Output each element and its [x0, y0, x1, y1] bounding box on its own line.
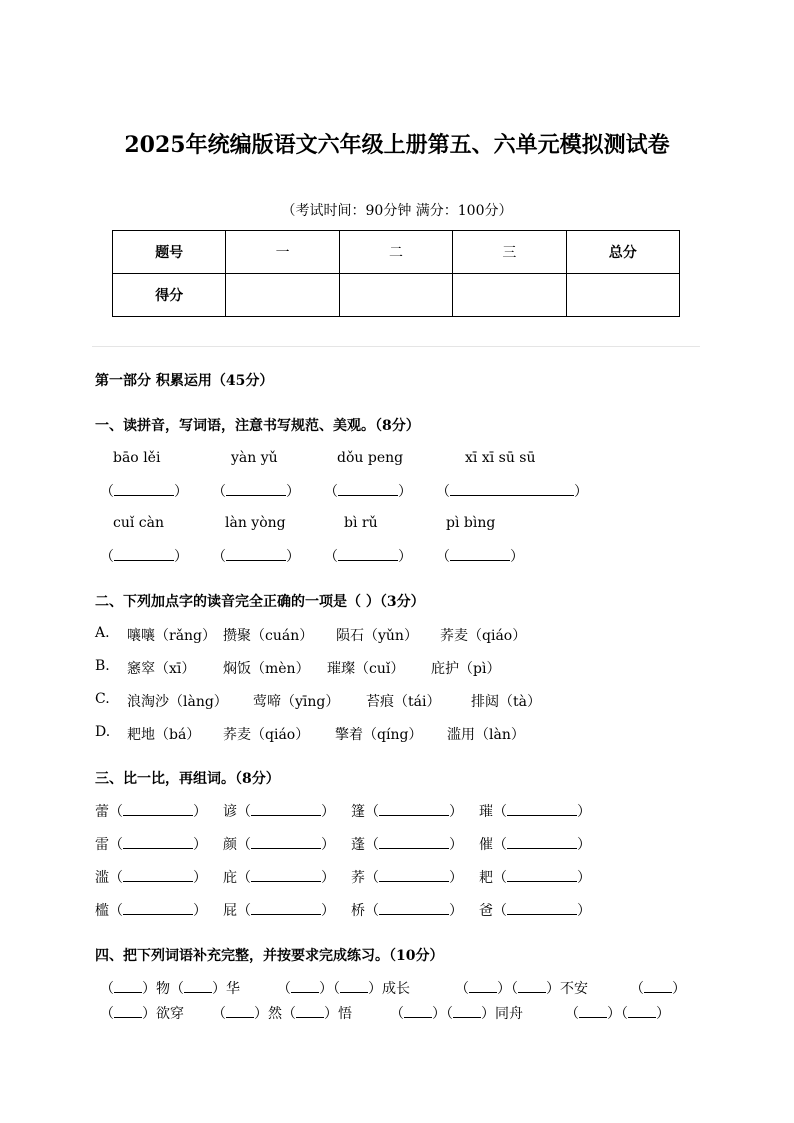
paren: （: [493, 903, 507, 919]
q3-char: 耙: [479, 870, 493, 886]
q1-answer-blank[interactable]: [212, 481, 300, 501]
score-header-cell: 题号: [113, 231, 226, 274]
q4-char: 悟: [338, 1006, 352, 1022]
q1-answer-blank[interactable]: [100, 546, 188, 566]
q4-idiom-row[interactable]: [455, 978, 588, 998]
paren: ）: [672, 981, 686, 997]
paren: （: [436, 484, 450, 500]
q3-heading: 三、比一比，再组词。（8分）: [95, 771, 280, 787]
paren: （: [100, 549, 114, 565]
score-table-header-row: [113, 231, 680, 274]
score-header-cell: 二: [339, 231, 452, 274]
divider: [92, 346, 700, 347]
paren: （: [621, 1006, 628, 1022]
q3-char: 爸: [479, 903, 493, 919]
q1-pinyin: dǒu peng: [337, 450, 404, 466]
q2-option-b[interactable]: [95, 658, 501, 677]
q3-char: 璀: [479, 804, 493, 820]
option-item: 攒聚（cuán）: [223, 628, 314, 644]
paren: （: [436, 549, 450, 565]
option-item: 窸窣（xī）: [127, 661, 196, 677]
q3-char: 蕾: [95, 804, 109, 820]
q3-item[interactable]: [223, 834, 335, 854]
paren: （: [324, 484, 338, 500]
q4-char: 然: [268, 1006, 282, 1022]
paren: ）: [510, 549, 524, 565]
paren: （: [237, 804, 251, 820]
paren: ）: [398, 484, 412, 500]
q3-item[interactable]: [95, 900, 207, 920]
paren: ）: [546, 981, 560, 997]
option-item: 莺啼（yīng）: [253, 694, 340, 710]
paren: （: [333, 981, 340, 997]
q4-idiom-row[interactable]: [277, 978, 410, 998]
score-table: [112, 230, 680, 317]
paren: ）: [321, 837, 335, 853]
q3-item[interactable]: [479, 867, 591, 887]
paren: ）: [321, 804, 335, 820]
q3-item[interactable]: [95, 801, 207, 821]
paren: （: [493, 804, 507, 820]
q3-item[interactable]: [479, 801, 591, 821]
option-item: 苔痕（tái）: [366, 694, 441, 710]
paren: （: [365, 837, 379, 853]
paren: ）: [193, 903, 207, 919]
paren: ）: [174, 484, 188, 500]
q4-idiom-row[interactable]: [100, 1003, 184, 1023]
q4-char: 同舟: [495, 1006, 523, 1022]
q2-option-c[interactable]: [95, 691, 541, 710]
paren: （: [237, 903, 251, 919]
q4-idiom-row[interactable]: [390, 1003, 523, 1023]
paren: ）: [368, 981, 382, 997]
paren: ）: [174, 549, 188, 565]
paren: （: [565, 1006, 579, 1022]
option-label: D.: [95, 724, 111, 740]
paren: （: [100, 981, 114, 997]
paren: ）: [212, 981, 226, 997]
exam-info: （考试时间：90分钟 满分：100分）: [281, 203, 513, 219]
q1-pinyin: bāo lěi: [113, 450, 161, 466]
q3-char: 槛: [95, 903, 109, 919]
paren: ）: [574, 484, 588, 500]
paren: ）: [319, 981, 333, 997]
q3-char: 庇: [223, 870, 237, 886]
paren: ）: [449, 837, 463, 853]
q3-char: 颜: [223, 837, 237, 853]
paren: ）: [607, 1006, 621, 1022]
paren: （: [212, 484, 226, 500]
q3-item[interactable]: [351, 900, 463, 920]
option-item: 嚷嚷（rǎng）: [127, 628, 217, 644]
q4-idiom-row[interactable]: [565, 1003, 670, 1023]
q3-item[interactable]: [479, 834, 591, 854]
paren: （: [511, 981, 518, 997]
paren: ）: [193, 804, 207, 820]
q3-char: 雷: [95, 837, 109, 853]
paren: ）: [286, 549, 300, 565]
q1-heading: 一、读拼音，写词语，注意书写规范、美观。（8分）: [95, 418, 420, 434]
part1-heading: 第一部分 积累运用（45分）: [95, 373, 274, 389]
q3-item[interactable]: [351, 801, 463, 821]
option-item: 璀璨（cuǐ）: [327, 661, 405, 677]
score-table-score-row: [113, 274, 680, 317]
paren: （: [237, 837, 251, 853]
option-item: 荞麦（qiáo）: [223, 727, 310, 743]
q3-item[interactable]: [223, 900, 335, 920]
q3-item[interactable]: [95, 867, 207, 887]
paren: ）: [432, 1006, 446, 1022]
q4-char: 欲穿: [156, 1006, 184, 1022]
paren: （: [365, 804, 379, 820]
q3-char: 催: [479, 837, 493, 853]
q1-answer-blank[interactable]: [324, 546, 412, 566]
option-item: 荞麦（qiáo）: [440, 628, 527, 644]
paren: ）: [321, 903, 335, 919]
q1-pinyin: yàn yǔ: [231, 450, 278, 466]
paren: ）: [254, 1006, 268, 1022]
score-header-cell: 三: [453, 231, 566, 274]
paren: （: [109, 804, 123, 820]
q2-option-a[interactable]: [95, 625, 527, 644]
q1-pinyin: pì bìng: [446, 515, 496, 531]
option-label: B.: [95, 658, 110, 674]
q3-item[interactable]: [479, 900, 591, 920]
score-row-label: 得分: [113, 274, 226, 317]
paren: （: [100, 1006, 114, 1022]
paren: （: [446, 1006, 453, 1022]
paren: ）: [193, 837, 207, 853]
paren: （: [630, 981, 644, 997]
q3-char: 蓬: [351, 837, 365, 853]
score-cell[interactable]: [226, 274, 339, 317]
score-cell[interactable]: [339, 274, 452, 317]
q3-item[interactable]: [223, 801, 335, 821]
paren: ）: [449, 903, 463, 919]
paren: （: [324, 549, 338, 565]
paren: ）: [481, 1006, 495, 1022]
paren: （: [212, 549, 226, 565]
q1-answer-blank[interactable]: [212, 546, 300, 566]
q4-idiom-row[interactable]: [630, 978, 686, 998]
q1-pinyin: bì rǔ: [344, 515, 378, 531]
paren: ）: [142, 981, 156, 997]
q1-pinyin: xī xī sū sū: [465, 450, 536, 466]
option-item: 擎着（qíng）: [335, 727, 423, 743]
score-header-cell: 一: [226, 231, 339, 274]
q1-pinyin: làn yòng: [225, 515, 286, 531]
q1-answer-blank[interactable]: [436, 481, 588, 501]
option-item: 陨石（yǔn）: [336, 628, 418, 644]
paren: （: [109, 837, 123, 853]
paren: （: [455, 981, 469, 997]
option-item: 滥用（làn）: [447, 727, 525, 743]
q1-answer-blank[interactable]: [324, 481, 412, 501]
q3-char: 篷: [351, 804, 365, 820]
q3-char: 荞: [351, 870, 365, 886]
option-item: 焖饭（mèn）: [223, 661, 310, 677]
paren: ）: [577, 804, 591, 820]
paren: ）: [321, 870, 335, 886]
paren: （: [277, 981, 291, 997]
paren: （: [170, 981, 184, 997]
q4-char: 不安: [560, 981, 588, 997]
score-cell[interactable]: [566, 274, 679, 317]
q3-item[interactable]: [351, 867, 463, 887]
q2-heading: 二、下列加点字的读音完全正确的一项是（ ）（3分）: [95, 594, 425, 610]
paren: ）: [398, 549, 412, 565]
q3-item[interactable]: [351, 834, 463, 854]
option-item: 耙地（bá）: [127, 727, 201, 743]
paren: （: [237, 870, 251, 886]
q1-pinyin: cuǐ càn: [113, 515, 164, 531]
q4-idiom-row[interactable]: [100, 978, 240, 998]
paren: ）: [449, 870, 463, 886]
q1-answer-blank[interactable]: [100, 481, 188, 501]
paren: （: [365, 903, 379, 919]
page-title: 2025年统编版语文六年级上册第五、六单元模拟测试卷: [124, 132, 670, 158]
q4-heading: 四、把下列词语补充完整，并按要求完成练习。（10分）: [95, 948, 444, 964]
q4-idiom-row[interactable]: [212, 1003, 352, 1023]
q1-answer-blank[interactable]: [436, 546, 524, 566]
q3-char: 滥: [95, 870, 109, 886]
paren: ）: [577, 837, 591, 853]
q3-char: 屁: [223, 903, 237, 919]
paren: ）: [193, 870, 207, 886]
paren: ）: [497, 981, 511, 997]
paren: ）: [449, 804, 463, 820]
paren: （: [109, 903, 123, 919]
paren: ）: [286, 484, 300, 500]
option-item: 庇护（pì）: [431, 661, 501, 677]
q3-item[interactable]: [223, 867, 335, 887]
paren: （: [100, 484, 114, 500]
paren: ）: [324, 1006, 338, 1022]
paren: （: [365, 870, 379, 886]
option-item: 排闼（tà）: [471, 694, 541, 710]
option-item: 浪淘沙（làng）: [127, 694, 228, 710]
paren: ）: [577, 870, 591, 886]
paren: （: [282, 1006, 296, 1022]
paren: （: [493, 870, 507, 886]
q3-char: 谚: [223, 804, 237, 820]
q3-item[interactable]: [95, 834, 207, 854]
paren: ）: [142, 1006, 156, 1022]
q3-char: 桥: [351, 903, 365, 919]
paren: ）: [656, 1006, 670, 1022]
score-cell[interactable]: [453, 274, 566, 317]
paren: （: [212, 1006, 226, 1022]
q2-option-d[interactable]: [95, 724, 525, 743]
option-label: C.: [95, 691, 110, 707]
score-header-cell: 总分: [566, 231, 679, 274]
paren: （: [390, 1006, 404, 1022]
paren: （: [109, 870, 123, 886]
q4-char: 华: [226, 981, 240, 997]
option-label: A.: [95, 625, 110, 641]
q4-char: 物: [156, 981, 170, 997]
paren: （: [493, 837, 507, 853]
q4-char: 成长: [382, 981, 410, 997]
paren: ）: [577, 903, 591, 919]
